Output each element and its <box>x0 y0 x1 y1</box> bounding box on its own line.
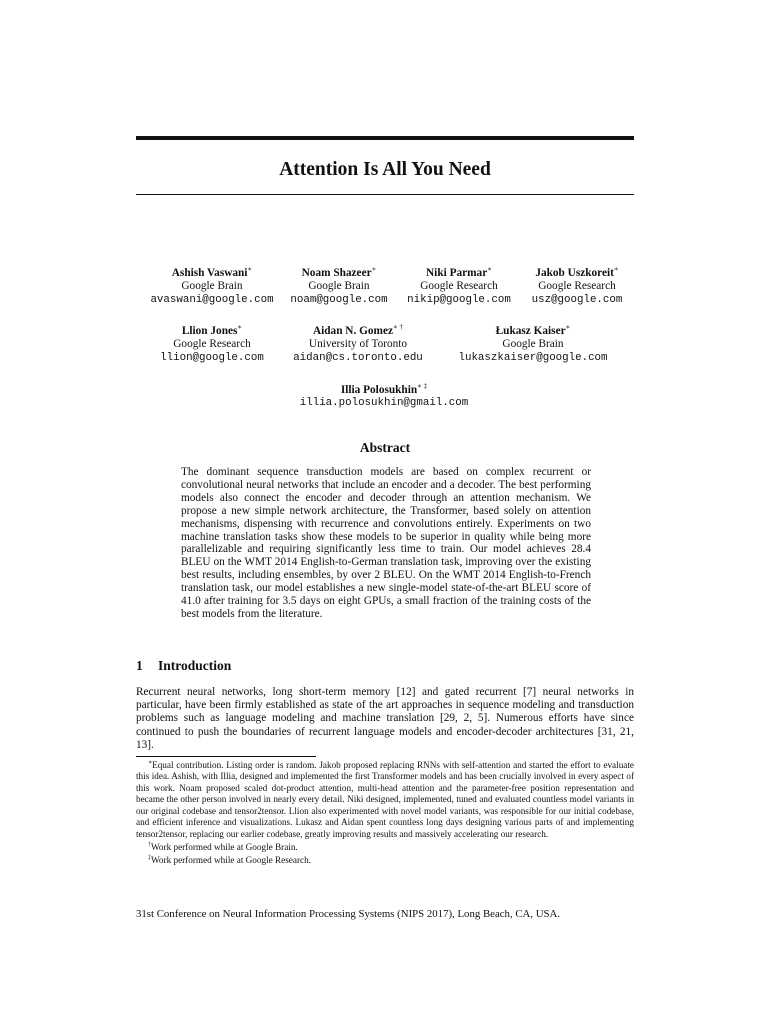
author-mark: ∗ <box>371 265 377 273</box>
title-rule-bottom <box>136 194 634 195</box>
author-block <box>290 263 387 308</box>
author-mark: ∗ <box>565 323 571 331</box>
author-affiliation: Google Research <box>538 280 616 293</box>
section-number: 1 <box>136 658 143 673</box>
author-name: Noam Shazeer <box>301 266 372 279</box>
footnote-text: Work performed while at Google Research. <box>151 855 311 866</box>
footnote-item <box>136 853 634 866</box>
footnote-text: Equal contribution. Listing order is random. Jakob proposed replacing RNNs with self-attention and started the effort to evaluate this idea. Ashish, with Illia, designed and implemented the first Transformer models and has been crucially involved in every aspect of this work. Noam proposed scaled dot-product attention, multi-head attention and the parameter-free position representation and became the other person involved in nearly every detail. Niki designed, implemented, tuned and evaluated countless model variants in our original codebase and tensor2tensor. Llion also experimented with novel model variants, was responsible for our initial codebase, and efficient inference and visualizations. Lukasz and Aidan spent countless long days designing various parts of and implementing tensor2tensor, replacing our earlier codebase, greatly improving results and massively accelerating our research. <box>136 760 634 839</box>
author-affiliation: Google Brain <box>502 338 564 351</box>
author-block <box>293 321 423 366</box>
author-block <box>300 380 468 411</box>
author-email: illia.polosukhin@gmail.com <box>299 397 469 410</box>
section-title: Introduction <box>158 658 232 673</box>
conference-note: 31st Conference on Neural Information Processing Systems (NIPS 2017), Long Beach, CA, USA. <box>136 908 561 920</box>
author-block <box>407 263 511 308</box>
author-affiliation: Google Brain <box>181 280 243 293</box>
footnote-item <box>136 758 634 840</box>
author-mark: ∗ † <box>393 323 404 331</box>
author-affiliation: University of Toronto <box>308 338 408 351</box>
abstract-heading: Abstract <box>359 440 411 455</box>
author-name: Łukasz Kaiser <box>495 324 566 337</box>
author-name: Illia Polosukhin <box>340 383 418 396</box>
author-email: noam@google.com <box>290 293 388 306</box>
footnote-mark: ∗ <box>148 760 153 766</box>
footnote-item <box>136 840 634 853</box>
author-mark: ∗ ‡ <box>417 382 428 390</box>
author-affiliation: Google Research <box>420 280 498 293</box>
author-affiliation: Google Brain <box>308 280 370 293</box>
author-email: usz@google.com <box>531 293 623 306</box>
footnote-text: Work performed while at Google Brain. <box>151 841 298 852</box>
introduction-text: Recurrent neural networks, long short-term memory [12] and gated recurrent [7] neural networks in particular, have been firmly established as state of the art approaches in sequence modeling and transduction problems such as language modeling and machine translation [29, 2, 5]. Numerous efforts have since continued to push the boundaries of recurrent language models and encoder-decoder architectures [31, 21, 13]. <box>136 686 634 751</box>
author-email: aidan@cs.toronto.edu <box>293 351 423 364</box>
author-name: Aidan N. Gomez <box>312 324 393 337</box>
author-mark: ∗ <box>237 323 243 331</box>
paper-title: Attention Is All You Need <box>279 159 491 180</box>
footnote-rule <box>136 756 316 757</box>
author-name: Niki Parmar <box>426 266 488 279</box>
section-heading <box>136 658 231 674</box>
author-name: Jakob Uszkoreit <box>535 266 614 279</box>
author-affiliation: Google Research <box>173 338 251 351</box>
author-email: llion@google.com <box>160 351 264 364</box>
footnotes <box>136 758 634 867</box>
author-name: Llion Jones <box>181 324 238 337</box>
author-block <box>150 263 273 308</box>
author-mark: ∗ <box>487 265 492 273</box>
footnote-mark: ‡ <box>148 855 151 862</box>
footnote-mark: † <box>148 841 151 848</box>
author-email: avaswani@google.com <box>150 293 274 306</box>
title-rule-top <box>136 136 634 140</box>
author-mark: ∗ <box>247 265 253 273</box>
author-block <box>160 321 264 366</box>
author-name: Ashish Vaswani <box>171 266 248 279</box>
author-block <box>532 263 623 308</box>
author-block <box>458 321 607 366</box>
author-email: lukaszkaiser@google.com <box>458 351 608 364</box>
author-email: nikip@google.com <box>407 293 511 306</box>
abstract-text: The dominant sequence transduction models are based on complex recurrent or convolutional neural networks that include an encoder and a decoder. The best performing models also connect the encoder and decoder through an attention mechanism. We propose a new simple network architecture, the Transformer, based solely on attention mechanisms, dispensing with recurrence and convolutions entirely. Experiments on two machine translation tasks show these models to be superior in quality while being more parallelizable and requiring significantly less time to train. Our model achieves 28.4 BLEU on the WMT 2014 English-to-German translation task, improving over the existing best results, including ensembles, by over 2 BLEU. On the WMT 2014 English-to-French translation task, our model establishes a new single-model state-of-the-art BLEU score of 41.0 after training for 3.5 days on eight GPUs, a small fraction of the training costs of the best models from the literature. <box>181 466 591 620</box>
author-mark: ∗ <box>613 265 619 273</box>
